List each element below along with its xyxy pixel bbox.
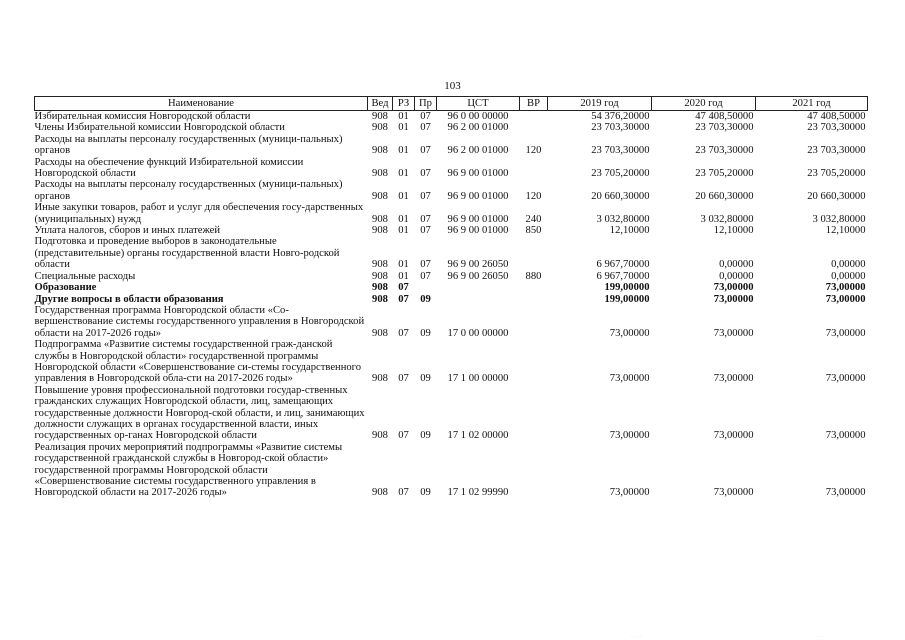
row-name: Избирательная комиссия Новгородской области xyxy=(34,111,251,122)
row-2020: 20 660,30000 xyxy=(695,190,754,202)
row-name: Иные закупки товаров, работ и услуг для обеспечения госу-дарственных (муниципальных) нужд xyxy=(34,202,364,225)
row-vr xyxy=(520,305,548,339)
row-2020: 23 703,30000 xyxy=(695,122,754,134)
page-number: 103 xyxy=(444,80,461,92)
row-2019: 23 703,30000 xyxy=(591,145,650,157)
row-ved: 908 xyxy=(372,327,388,339)
row-2019: 6 967,70000 xyxy=(596,270,650,282)
table-header xyxy=(35,97,868,111)
row-name: Уплата налогов, сборов и иных платежей xyxy=(34,225,221,237)
row-2019: 199,00000 xyxy=(604,282,650,294)
row-rz: 01 xyxy=(398,145,409,157)
row-2020: 12,10000 xyxy=(713,225,754,237)
row-name: Образование xyxy=(34,282,97,294)
row-vr xyxy=(520,442,548,499)
row-2019: 73,00000 xyxy=(609,327,650,339)
row-2019: 73,00000 xyxy=(609,373,650,385)
row-vr: 850 xyxy=(525,225,542,237)
row-2020: 47 408,50000 xyxy=(695,111,754,122)
row-name: Специальные расходы xyxy=(34,270,136,282)
col-header-vr: ВР xyxy=(520,97,548,111)
row-pr: 07 xyxy=(420,145,431,157)
row-cst: 96 9 00 01000 xyxy=(447,225,509,237)
row-pr: 09 xyxy=(420,487,431,499)
row-2021: 23 703,30000 xyxy=(807,122,866,134)
table-row xyxy=(35,385,868,442)
row-2021: 73,00000 xyxy=(825,487,866,499)
row-ved: 908 xyxy=(372,225,388,237)
col-header-ved: Вед xyxy=(368,97,393,111)
row-ved: 908 xyxy=(372,190,388,202)
row-ved: 908 xyxy=(372,145,388,157)
row-2019: 73,00000 xyxy=(609,430,650,442)
row-vr xyxy=(520,294,548,305)
table-row xyxy=(35,111,868,123)
row-cst: 96 9 00 01000 xyxy=(447,168,509,180)
row-pr: 07 xyxy=(420,270,431,282)
row-vr: 120 xyxy=(525,145,542,157)
table-row xyxy=(35,271,868,282)
row-2019: 73,00000 xyxy=(609,487,650,499)
row-name: Другие вопросы в области образования xyxy=(34,293,224,305)
row-2019: 3 032,80000 xyxy=(596,213,650,225)
row-2021: 20 660,30000 xyxy=(807,190,866,202)
row-rz: 01 xyxy=(398,190,409,202)
row-2021: 73,00000 xyxy=(825,293,866,305)
row-cst xyxy=(437,294,520,305)
row-cst: 17 1 00 00000 xyxy=(447,373,509,385)
row-pr: 09 xyxy=(420,430,431,442)
row-2021: 47 408,50000 xyxy=(807,111,866,122)
row-ved: 908 xyxy=(372,168,388,180)
row-rz: 01 xyxy=(398,259,409,271)
row-ved: 908 xyxy=(372,282,388,294)
row-2020: 73,00000 xyxy=(713,430,754,442)
row-name: Подготовка и проведение выборов в законодательные (представительные) органы государственной власти Новго-родской области xyxy=(34,236,340,271)
row-2021: 12,10000 xyxy=(825,225,866,237)
row-name: Расходы на выплаты персоналу государственных (муници-пальных) органов xyxy=(34,179,343,202)
row-name: Расходы на обеспечение функций Избирательной комиссии Новгородской области xyxy=(34,156,304,180)
row-vr xyxy=(520,122,548,133)
col-header-name: Наименование xyxy=(35,97,368,111)
row-2021: 73,00000 xyxy=(825,430,866,442)
row-2020: 0,00000 xyxy=(719,259,754,271)
row-rz: 01 xyxy=(398,225,409,237)
row-2021: 73,00000 xyxy=(825,373,866,385)
row-2019: 12,10000 xyxy=(609,225,650,237)
table-row xyxy=(35,339,868,385)
row-2020: 73,00000 xyxy=(713,293,754,305)
row-cst: 96 2 00 01000 xyxy=(447,122,509,134)
row-pr: 07 xyxy=(420,168,431,180)
row-vr: 120 xyxy=(525,190,542,202)
row-cst: 17 0 00 00000 xyxy=(447,327,509,339)
row-2021: 73,00000 xyxy=(825,327,866,339)
table-row xyxy=(35,236,868,270)
row-ved: 908 xyxy=(372,213,388,225)
row-name: Подпрограмма «Развитие системы государственной граж-данской службы в Новгородской области» государственной программы Новгородской области «Совершенствование си-стемы государственного управления в Новгородской обла-сти на 2017-2026 годы» xyxy=(34,339,362,385)
row-rz: 07 xyxy=(398,487,409,499)
row-2020: 23 703,30000 xyxy=(695,145,754,157)
row-rz: 01 xyxy=(398,122,409,134)
row-pr: 09 xyxy=(420,373,431,385)
row-cst: 17 1 02 99990 xyxy=(447,487,509,499)
row-vr xyxy=(520,157,548,180)
table-row xyxy=(35,442,868,499)
row-ved: 908 xyxy=(372,270,388,282)
row-name: Члены Избирательной комиссии Новгородской области xyxy=(34,122,285,134)
row-cst: 96 0 00 00000 xyxy=(447,111,509,122)
row-2021: 23 703,30000 xyxy=(807,145,866,157)
row-rz: 07 xyxy=(398,373,409,385)
row-ved: 908 xyxy=(372,122,388,134)
row-ved: 908 xyxy=(372,111,388,122)
row-name: Реализация прочих мероприятий подпрограммы «Развитие системы государственной гражданской службы в Новгород-ской области» государственной программы Новгородской области «Совершенствование системы государственного управления в Новгородской области на 2017-2026 годы» xyxy=(34,441,343,499)
row-rz: 01 xyxy=(398,270,409,282)
row-vr: 880 xyxy=(525,270,542,282)
row-2021: 3 032,80000 xyxy=(812,213,866,225)
table-row xyxy=(35,179,868,202)
row-cst: 96 2 00 01000 xyxy=(447,145,509,157)
row-2020: 73,00000 xyxy=(713,327,754,339)
row-vr xyxy=(520,282,548,293)
scan-specks-right: · · · xyxy=(818,634,824,639)
row-2019: 54 376,20000 xyxy=(591,111,650,122)
row-pr: 07 xyxy=(420,213,431,225)
row-rz: 01 xyxy=(398,168,409,180)
row-vr xyxy=(520,111,548,123)
row-vr xyxy=(520,339,548,385)
row-cst: 96 9 00 26050 xyxy=(447,270,509,282)
row-rz: 01 xyxy=(398,213,409,225)
table-row xyxy=(35,122,868,133)
row-2020: 23 705,20000 xyxy=(695,168,754,180)
col-header-2019: 2019 год xyxy=(548,97,652,111)
row-pr: 09 xyxy=(420,327,431,339)
row-2021: 73,00000 xyxy=(825,282,866,294)
budget-table xyxy=(34,96,868,499)
table-row xyxy=(35,157,868,180)
row-pr: 07 xyxy=(420,225,431,237)
row-pr: 09 xyxy=(420,293,431,305)
row-pr xyxy=(415,282,437,293)
row-rz: 07 xyxy=(398,282,409,294)
table-row xyxy=(35,305,868,339)
row-2021: 0,00000 xyxy=(831,270,866,282)
row-ved: 908 xyxy=(372,373,388,385)
row-vr xyxy=(520,236,548,270)
row-pr: 07 xyxy=(420,111,431,122)
row-2019: 199,00000 xyxy=(604,293,650,305)
row-pr: 07 xyxy=(420,190,431,202)
col-header-pr: Пр xyxy=(415,97,437,111)
row-name: Повышение уровня профессиональной подготовки государ-ственных гражданских служащих Новгородской области, лиц, замещающих государственные должности Новгород-ской области, и лиц, занимающих должности служащих в органах государственной власти, иных государственных ор-ганах Новгородской области xyxy=(34,384,365,442)
row-rz: 07 xyxy=(398,293,409,305)
row-name: Расходы на выплаты персоналу государственных (муници-пальных) органов xyxy=(34,133,343,157)
col-header-rz: РЗ xyxy=(393,97,415,111)
row-cst: 96 9 00 01000 xyxy=(447,213,509,225)
row-2020: 73,00000 xyxy=(713,373,754,385)
row-vr: 240 xyxy=(525,213,542,225)
row-ved: 908 xyxy=(372,430,388,442)
row-2019: 20 660,30000 xyxy=(591,190,650,202)
table-row xyxy=(35,134,868,157)
table-row xyxy=(35,202,868,225)
row-pr: 07 xyxy=(420,259,431,271)
row-ved: 908 xyxy=(372,487,388,499)
row-cst xyxy=(437,282,520,293)
row-ved: 908 xyxy=(372,293,388,305)
row-cst: 96 9 00 01000 xyxy=(447,190,509,202)
row-ved: 908 xyxy=(372,259,388,271)
row-rz: 01 xyxy=(398,111,409,122)
col-header-cst: ЦСТ xyxy=(437,97,520,111)
row-pr: 07 xyxy=(420,122,431,134)
row-2020: 73,00000 xyxy=(713,487,754,499)
row-2019: 23 703,30000 xyxy=(591,122,650,134)
row-vr xyxy=(520,385,548,442)
row-2020: 3 032,80000 xyxy=(700,213,754,225)
row-2019: 6 967,70000 xyxy=(596,259,650,271)
col-header-2020: 2020 год xyxy=(652,97,756,111)
row-2020: 0,00000 xyxy=(719,270,754,282)
col-header-2021: 2021 год xyxy=(756,97,868,111)
row-2021: 0,00000 xyxy=(831,259,866,271)
row-2021: 23 705,20000 xyxy=(807,168,866,180)
row-cst: 96 9 00 26050 xyxy=(447,259,509,271)
table-row xyxy=(35,294,868,305)
scan-specks: · · · · · · xyxy=(628,634,641,639)
row-2020: 73,00000 xyxy=(713,282,754,294)
row-cst: 17 1 02 00000 xyxy=(447,430,509,442)
row-rz: 07 xyxy=(398,430,409,442)
table-row xyxy=(35,282,868,293)
table-row xyxy=(35,225,868,236)
row-name: Государственная программа Новгородской области «Со-вершенствование системы государственного управления в Новгородской области на 2017-2026 годы» xyxy=(34,304,365,339)
row-2019: 23 705,20000 xyxy=(591,168,650,180)
row-rz: 07 xyxy=(398,327,409,339)
